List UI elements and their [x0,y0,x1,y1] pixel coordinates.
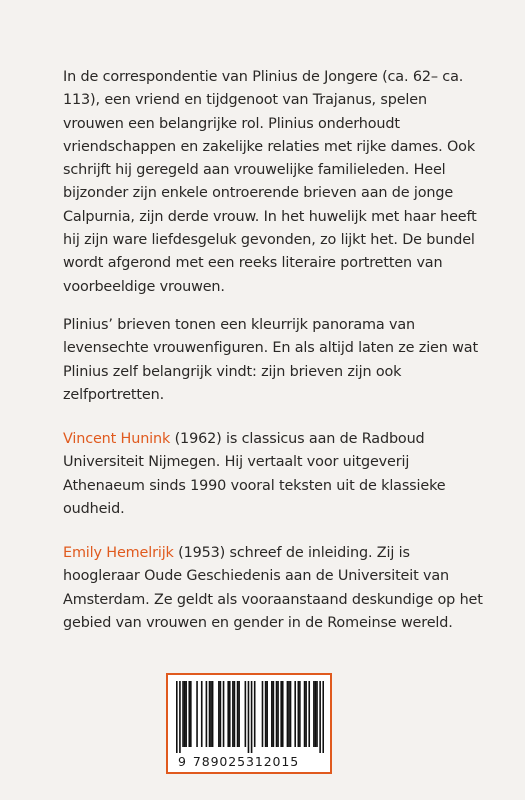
translator-bio [63,428,483,521]
isbn-barcode [166,673,332,774]
barcode-bar [305,681,307,747]
barcode-right-group: 312015 [245,754,300,769]
introducer-bio [63,542,483,635]
barcode-bar [265,681,267,747]
barcode-bar [316,681,318,747]
introducer-name: Emily Hemelrijk [63,545,174,561]
barcode-bar [315,681,317,747]
barcode-bar [273,681,275,747]
barcode-bar [201,681,203,747]
barcode-bar [313,681,315,747]
barcode-first-digit: 9 [178,754,187,769]
barcode-bar [298,681,300,747]
barcode-bar [238,681,240,747]
barcode-bar [299,681,301,747]
barcode-bar [227,681,229,747]
barcode-digits [168,754,330,769]
translator-name: Vincent Hunink [63,431,171,447]
barcode-bar [229,681,231,747]
barcode-bar [287,681,289,747]
barcode-bar [290,681,292,747]
barcode-bar [251,681,253,753]
barcode-bar [294,681,296,747]
introducer-bio-text: (1953) schreef de inleiding. Zij is hoogleraar Oude Geschiedenis aan de Universiteit van Amsterdam. Ze geldt als vooraanstaand deskundige op het gebied van vrouwen en gender in de Romeinse wereld. [63,545,483,631]
barcode-bar [196,681,198,747]
barcode-bar [179,681,181,753]
barcode-bar [276,681,278,747]
barcode-bar [212,681,214,747]
barcode-bar [280,681,282,747]
barcode-bar [176,681,178,753]
barcode-bar [223,681,225,747]
barcode-bar [308,681,310,747]
barcode-bar [185,681,187,747]
barcode-bar [237,681,239,747]
barcode-bar [322,681,324,753]
description-paragraph-2: Plinius’ brieven tonen een kleurrijk panorama van levensechte vrouwenfiguren. En als altijd laten ze zien wat Plinius zelf belangrijk vindt: zijn brieven zijn ook zelfportretten. [63,317,478,403]
barcode-bar [245,681,247,747]
barcode-bar [234,681,236,747]
translator-bio-text: (1962) is classicus aan de Radboud Universiteit Nijmegen. Hij vertaalt voor uitgeverij Athenaeum sinds 1990 vooral teksten uit de klassieke oudheid. [63,431,446,517]
barcode-bar [182,681,184,747]
barcode-bar [218,681,220,747]
barcode-bars-icon [176,681,324,753]
barcode-bar [248,681,250,753]
barcode-bar [254,681,256,747]
barcode-bar [271,681,273,747]
barcode-bar [288,681,290,747]
barcode-bar [206,681,208,747]
barcode-bar [282,681,284,747]
barcode-bar [304,681,306,747]
barcode-bar [210,681,212,747]
barcode-bar [190,681,192,747]
barcode-left-group: 789025 [192,754,246,769]
barcode-bar [266,681,268,747]
barcode-bar [188,681,190,747]
barcode-bar [220,681,222,747]
barcode-bar [184,681,186,747]
description-paragraph-1: In de correspondentie van Plinius de Jongere (ca. 62– ca. 113), een vriend en tijdgenoot van Trajanus, spelen vrouwen een belangrijke rol. Plinius onderhoudt vriendschappen en zakelijke relaties met rijke dames. Ook schrijft hij geregeld aan vrouwelijke familieleden. Heel bijzonder zijn enkele ontroerende brieven aan de jonge Calpurnia, zijn derde vrouw. In het huwelijk met haar heeft hij zijn ware liefdesgeluk gevonden, zo lijkt het. De bundel wordt afgerond met een reeks literaire portretten van voorbeeldige vrouwen. [63,69,477,295]
barcode-bar [319,681,321,753]
barcode-bar [277,681,279,747]
barcode-bar [209,681,211,747]
barcode-bar [262,681,264,747]
barcode-bar [232,681,234,747]
